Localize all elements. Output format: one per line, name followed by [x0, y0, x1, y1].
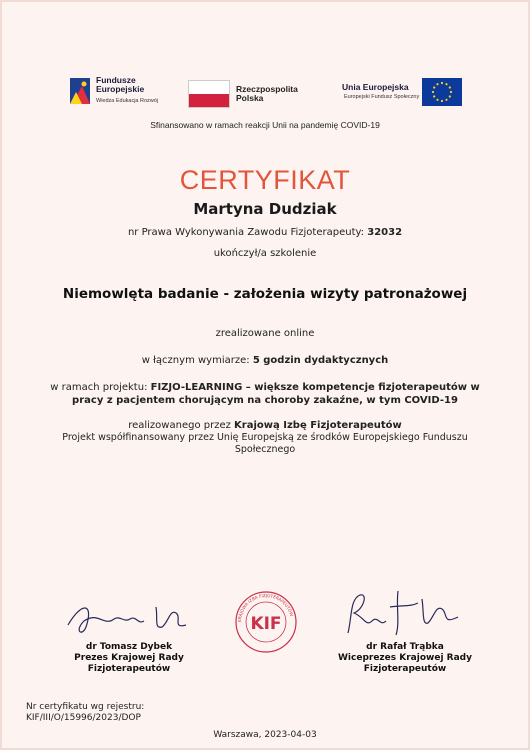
registry-value: KIF/III/O/15996/2023/DOP	[26, 713, 141, 723]
signer-right-name: dr Rafał Trąbka	[366, 642, 444, 652]
signer-right-role2: Fizjoterapeutów	[363, 664, 447, 674]
funding-note: Sfinansowano w ramach reakcji Unii na pandemię COVID-19	[150, 120, 380, 130]
hours-value: 5 godzin dydaktycznych	[252, 355, 389, 366]
hours-line	[22, 354, 508, 367]
project-label: w ramach projektu:	[50, 382, 148, 393]
project-name-1: FIZJO-LEARNING – większe kompetencje fizjoterapeutów w	[150, 382, 480, 393]
signature-right	[338, 587, 468, 639]
signer-left-role2: Fizjoterapeutów	[87, 664, 171, 674]
issue-date: Warszawa, 2023-04-03	[213, 730, 317, 740]
poland-flag-icon	[188, 80, 230, 108]
rp-line2: Polska	[236, 93, 264, 103]
cofinance-text	[22, 432, 508, 456]
eu-flag-icon	[422, 78, 462, 106]
signer-left-role1: Prezes Krajowej Rady	[74, 653, 184, 663]
organizer-name: Krajową Izbę Fizjoterapeutów	[234, 420, 402, 431]
license-line	[22, 226, 508, 239]
cofinance-line2: Społecznego	[234, 444, 296, 455]
signature-right-caption	[320, 642, 490, 675]
signer-right-role1: Wiceprezes Krajowej Rady	[338, 653, 472, 663]
rp-line1: Rzeczpospolita	[236, 84, 298, 94]
handwritten-signature-icon	[64, 597, 194, 639]
organizer-line	[22, 419, 508, 432]
recipient-name: Martyna Dudziak	[193, 200, 337, 218]
course-title: Niemowlęta badanie - założenia wizyty patronażowej	[62, 286, 468, 302]
signature-left	[64, 597, 194, 639]
completed-text: ukończył/a szkolenie	[213, 248, 317, 259]
project-line	[22, 381, 508, 407]
organizer-label: realizowanego przez	[128, 420, 231, 431]
registry-label: Nr certyfikatu wg rejestru:	[26, 702, 145, 712]
seal-ring-text: KRAJOWA IZBA FIZJOTERAPEUTÓW	[236, 592, 295, 623]
registry-number	[26, 702, 144, 724]
logos-row	[2, 74, 528, 114]
certificate-title: CERTYFIKAT	[179, 165, 351, 195]
ue-line1: Unia Europejska	[342, 82, 409, 92]
license-label: nr Prawa Wykonywania Zawodu Fizjoterapeuty:	[127, 227, 365, 238]
signer-left-name: dr Tomasz Dybek	[85, 642, 173, 652]
hours-label: w łącznym wymiarze:	[141, 355, 250, 366]
handwritten-signature-icon	[338, 587, 468, 639]
project-name-2: pracy z pacjentem chorującym na choroby zakaźne, w tym COVID-19	[72, 395, 458, 406]
ue-line2: Europejski Fundusz Społeczny	[344, 94, 420, 100]
mode-text: zrealizowane online	[215, 328, 315, 339]
license-number: 32032	[367, 227, 403, 238]
fe-line3: Wiedza Edukacja Rozwój	[96, 98, 159, 104]
fe-line2: Europejskie	[96, 84, 145, 94]
kif-seal-icon	[234, 590, 298, 654]
signature-left-caption	[44, 642, 214, 675]
seal-letters: KIF	[250, 614, 282, 634]
fe-star-icon	[68, 76, 92, 106]
fe-line1: Fundusze	[96, 75, 136, 85]
cofinance-line1: Projekt współfinansowany przez Unię Europejską ze środków Europejskiego Funduszu	[62, 432, 468, 443]
